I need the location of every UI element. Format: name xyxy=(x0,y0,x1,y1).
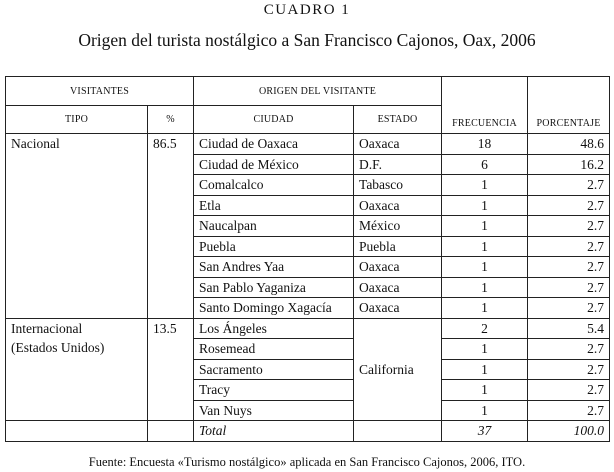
total-row xyxy=(6,421,610,442)
ciudad-cell: San Pablo Yaganiza xyxy=(194,277,354,298)
estado-cell: Oaxaca xyxy=(354,298,442,319)
frecuencia-cell: 1 xyxy=(442,380,528,401)
porcentaje-cell: 5.4 xyxy=(528,318,610,339)
frecuencia-cell: 6 xyxy=(442,154,528,175)
source-abbr: ITO. xyxy=(501,455,526,469)
estado-cell: California xyxy=(354,318,442,421)
ciudad-cell: Ciudad de Oaxaca xyxy=(194,134,354,155)
ciudad-cell: Tracy xyxy=(194,380,354,401)
tipo-percent-cell: 13.5 xyxy=(148,318,194,421)
source-note xyxy=(0,455,614,470)
header-visitantes: VISITANTES xyxy=(6,77,194,106)
estado-cell: Tabasco xyxy=(354,175,442,196)
porcentaje-cell: 2.7 xyxy=(528,257,610,278)
ciudad-cell: Los Ángeles xyxy=(194,318,354,339)
frecuencia-cell: 1 xyxy=(442,216,528,237)
porcentaje-cell: 2.7 xyxy=(528,298,610,319)
porcentaje-cell: 2.7 xyxy=(528,216,610,237)
porcentaje-cell: 48.6 xyxy=(528,134,610,155)
visitor-origin-table xyxy=(5,76,610,442)
source-text: Fuente: Encuesta «Turismo nostálgico» aplicada en San Francisco Cajonos, 2006, xyxy=(88,455,499,469)
header-pct-sign: % xyxy=(148,106,194,134)
header-porcentaje: PORCENTAJE xyxy=(528,77,610,134)
porcentaje-cell: 16.2 xyxy=(528,154,610,175)
tipo-line: (Estados Unidos) xyxy=(11,339,105,355)
frecuencia-cell: 2 xyxy=(442,318,528,339)
estado-cell: Oaxaca xyxy=(354,195,442,216)
estado-cell: Oaxaca xyxy=(354,277,442,298)
frecuencia-cell: 1 xyxy=(442,277,528,298)
table-caption: CUADRO 1 xyxy=(263,2,351,18)
header-origen: ORIGEN DEL VISITANTE xyxy=(194,77,442,106)
ciudad-cell: Santo Domingo Xagacía xyxy=(194,298,354,319)
porcentaje-cell: 2.7 xyxy=(528,236,610,257)
ciudad-cell: Etla xyxy=(194,195,354,216)
frecuencia-cell: 1 xyxy=(442,175,528,196)
total-porcentaje: 100.0 xyxy=(528,421,610,442)
tipo-line: Internacional xyxy=(11,320,83,336)
porcentaje-cell: 2.7 xyxy=(528,359,610,380)
ciudad-cell: Puebla xyxy=(194,236,354,257)
tipo-percent-cell: 86.5 xyxy=(148,134,194,319)
frecuencia-cell: 1 xyxy=(442,195,528,216)
porcentaje-cell: 2.7 xyxy=(528,277,610,298)
estado-cell: México xyxy=(354,216,442,237)
header-ciudad: CIUDAD xyxy=(194,106,354,134)
ciudad-cell: Ciudad de México xyxy=(194,154,354,175)
table-row xyxy=(6,134,610,155)
header-frecuencia: FRECUENCIA xyxy=(442,77,528,134)
ciudad-cell: Rosemead xyxy=(194,339,354,360)
empty-cell xyxy=(148,421,194,442)
porcentaje-cell: 2.7 xyxy=(528,195,610,216)
table-title: Origen del turista nostálgico a San Francisco Cajonos, Oax, 2006 xyxy=(78,30,536,50)
ciudad-cell: Sacramento xyxy=(194,359,354,380)
total-frecuencia: 37 xyxy=(442,421,528,442)
header-estado: ESTADO xyxy=(354,106,442,134)
empty-cell xyxy=(354,421,442,442)
porcentaje-cell: 2.7 xyxy=(528,400,610,421)
porcentaje-cell: 2.7 xyxy=(528,339,610,360)
ciudad-cell: Naucalpan xyxy=(194,216,354,237)
empty-cell xyxy=(6,421,148,442)
estado-cell: Oaxaca xyxy=(354,257,442,278)
frecuencia-cell: 18 xyxy=(442,134,528,155)
frecuencia-cell: 1 xyxy=(442,339,528,360)
frecuencia-cell: 1 xyxy=(442,359,528,380)
ciudad-cell: Comalcalco xyxy=(194,175,354,196)
table-row xyxy=(6,318,610,339)
tipo-cell: Nacional xyxy=(6,134,148,319)
total-label: Total xyxy=(194,421,354,442)
ciudad-cell: San Andres Yaa xyxy=(194,257,354,278)
porcentaje-cell: 2.7 xyxy=(528,175,610,196)
frecuencia-cell: 1 xyxy=(442,298,528,319)
ciudad-cell: Van Nuys xyxy=(194,400,354,421)
estado-cell: Puebla xyxy=(354,236,442,257)
frecuencia-cell: 1 xyxy=(442,236,528,257)
estado-cell: Oaxaca xyxy=(354,134,442,155)
frecuencia-cell: 1 xyxy=(442,257,528,278)
porcentaje-cell: 2.7 xyxy=(528,380,610,401)
tipo-cell xyxy=(6,318,148,421)
frecuencia-cell: 1 xyxy=(442,400,528,421)
header-tipo: TIPO xyxy=(6,106,148,134)
estado-cell: D.F. xyxy=(354,154,442,175)
